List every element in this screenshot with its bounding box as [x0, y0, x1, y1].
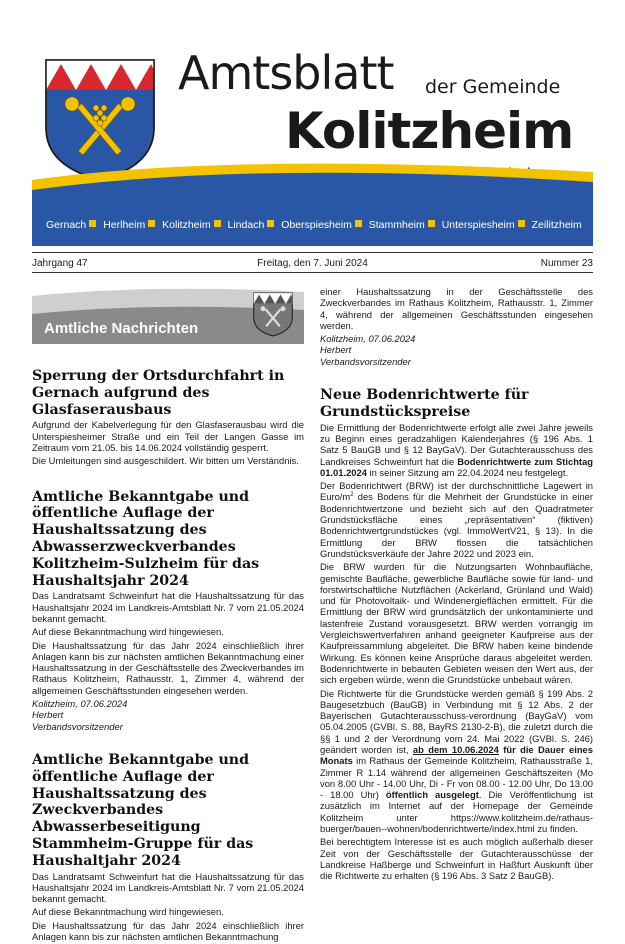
article-gernach-p1: Aufgrund der Kabelverlegung für den Glasfaserausbau wird die Unterspiesheimer Straße und ein Teil der Langen Gasse im Zeitraum vom 21.05. bis 14.06.2024 vollständig gesperrt. [32, 419, 304, 453]
article-brw-p4 [320, 688, 593, 835]
rule-top [32, 252, 593, 253]
article-stammheim-p3-cont: einer Haushaltssatzung in der Geschäftsstelle des Zweckverbandes im Rathaus Kolitzheim, Rathausstr. 1, Zimmer 4, während der allgemeinen Geschäftsstunden eingesehen werden. [320, 286, 593, 331]
text-run: für die Dauer eines Monats [320, 743, 593, 767]
article-azv-p1: Das Landratsamt Schweinfurt hat die Haushaltssatzung für das Haushaltsjahr 2024 im Landkreis-Amtsblatt Nr. 7 vom 21.05.2024 bekannt gemacht. [32, 590, 304, 624]
article-stammheim-p3: Die Haushaltssatzung für das Jahr 2024 einschließlich ihrer Anlagen kann bis zur nächsten amtlichen Bekanntmachung [32, 919, 304, 942]
article-stammheim-p2: Auf diese Bekanntmachung wird hingewiesen. [32, 906, 224, 918]
text-run: Bodenrichtwerte zum Stichtag 01.01.2024 [320, 455, 593, 478]
article-stammheim-p1: Das Landratsamt Schweinfurt hat die Haushaltssatzung für das Haushaltsjahr 2024 im Landkreis-Amtsblatt Nr. 7 vom 21.05.2024 bekannt gemacht. [32, 870, 304, 905]
article-azv-p2: Auf diese Bekanntmachung wird hingewiesen. [32, 626, 224, 638]
issue-number: Nummer 23 [540, 258, 593, 269]
text-run: öffentlich ausgelegt [385, 789, 479, 801]
village-unterspiesheim: Unterspiesheim [441, 219, 515, 231]
article-brw-p3: Die BRW wurden für die Nutzungsarten Wohnbaufläche, gemischte Baufläche, gewerbliche Baufläche sowie für land- und forstwirtschaftliche Nutzflächen (Ackerland, Grünland und Wald) und für Photovoltaik- und Windenergieflächen ermittelt. Für die Ermittlung der BRW wird grundsätzlich der unkontaminierte und lastenfreie Zustand vorausgesetzt. BRW werden vorrangig im Vergleichswertverfahren anhand geeigneter Kaufpreise aus der Kaufpreissammlung abgeleitet. Die BRW haben keine bindende Wirkung. Es können keine Ansprüche daraus abgeleitet werden. Bodenrichtwerte in bebauten Gebieten weisen den Wert aus, der sich ergeben würde, wenn die Grundstücke unbebaut wären. [320, 561, 593, 686]
text-run: . Die Veröffentlichung ist zusätzlich im Internet auf der Homepage der Gemeinde Kolitzheim unter https://www.kolitzheim.de/rathaus-buerger/bauen--wohnen/bodenrichtwerte/index.html zu finden. [320, 789, 593, 835]
text-run: Die Richtwerte für die Grundstücke werden gemäß § 199 Abs. 2 Baugesetzbuch (BauGB) in Verbindung mit § 12 Abs. 2 der Bayerischen Gutachterausschuss-verordnung (BayGaV) vom 05.04.2005 (GVBl. S. 88, BayRS 2130-2-B), die zuletzt durch die §§ 1 und 2 der Verordnung vom 24. Mai 2022 (GVBl. S. 246) geändert worden ist, [320, 687, 593, 755]
text-run: ab dem 10.06.2024 [412, 743, 499, 755]
rule-bottom [32, 272, 593, 273]
village-zeilitzheim: Zeilitzheim [531, 219, 582, 231]
article-stammheim-sig-name: Herbert [320, 344, 352, 356]
text-run: Die Ermittlung der Bodenrichtwerte erfolgt alle zwei Jahre jeweils zu Beginn eines geradzahligen Kalenderjahres (§ 196 Abs. 1 Satz 5 BauGB und § 12 BayGaV). Der Gutachterausschuss des Landkreises Schweinfurt hat die [320, 421, 593, 467]
article-stammheim-heading: Amtliche Bekanntgabe und öffentliche Auflage der Haushaltssatzung des Zweckverbandes Abwasserbeseitigung Stammheim-Gruppe für das Haushaltjahr 2024 [32, 751, 254, 869]
article-brw-heading: Neue Bodenrichtwerte für Grundstückspreise [320, 387, 529, 420]
article-stammheim-sig-role: Verbandsvorsitzender [320, 355, 411, 367]
article-azv-heading: Amtliche Bekanntgabe und öffentliche Auflage der Haushaltssatzung des Abwasserzweckverbandes Kolitzheim-Sulzheim für das Haushaltsjahr 2024 [32, 488, 260, 589]
masthead-subtitle: der Gemeinde [425, 76, 561, 98]
text-run: 2 [350, 492, 354, 499]
issue-volume: Jahrgang 47 [32, 258, 88, 269]
article-gernach-p2: Die Umleitungen sind ausgeschildert. Wir bitten um Verständnis. [32, 455, 299, 467]
village-stammheim: Stammheim [368, 219, 425, 231]
text-run: im Rathaus der Gemeinde Kolitzheim, Rathausstraße 1, Zimmer R 1.14 während der allgemeinen Geschäftszeiten (Mo von 8.00 Uhr - 14.00 Uhr, Di - Fr von 08.00 - 12.00 Uhr, Do 13.00 - 18.00 Uhr) [320, 755, 593, 801]
article-brw-p2 [320, 480, 593, 559]
section-title: Amtliche Nachrichten [44, 320, 199, 337]
issue-line [32, 258, 593, 269]
article-azv-sig-role: Verbandsvorsitzender [32, 720, 123, 732]
column-left [32, 368, 304, 944]
article-stammheim-sig-place: Kolitzheim, 07.06.2024 [320, 333, 416, 345]
article-gernach-heading: Sperrung der Ortsdurchfahrt in Gernach aufgrund des Glasfaserausbaus [32, 368, 285, 418]
article-azv-sig-name: Herbert [32, 709, 64, 721]
village-oberspiesheim: Oberspiesheim [281, 219, 352, 231]
village-lindach: Lindach [227, 219, 265, 231]
village-list [46, 219, 582, 231]
masthead-place-name: Kolitzheim [285, 102, 574, 160]
village-herlheim: Herlheim [103, 219, 146, 231]
small-coat-of-arms [253, 292, 293, 337]
article-azv-p3: Die Haushaltssatzung für das Jahr 2024 einschließlich ihrer Anlagen kann bis zur nächsten amtlichen Bekanntmachung einer Haushaltssatzung in der Geschäftsstelle des Zweckverbandes im Rathaus Kolitzheim, Rathausstr. 1, Zimmer 4, während der allgemeinen Geschäftsstunden eingesehen werden. [32, 639, 304, 696]
column-right [320, 286, 593, 884]
text-run: in seiner Sitzung am 22.04.2024 neu festgelegt. [366, 466, 569, 478]
village-kolitzheim: Kolitzheim [162, 219, 211, 231]
masthead-title: Amtsblatt [178, 46, 394, 100]
article-brw-p1 [320, 422, 593, 478]
article-brw-p5: Bei berechtigtem Interesse ist es auch möglich außerhalb dieser Zeit von der Geschäftsstelle der Gutachterausschüsse der Landkreise Haßberge und Schweinfurt in Haßfurt Auskunft über die Richtwerte zu erhalten (§ 196 Abs. 3 Satz 2 BauGB). [320, 836, 593, 882]
text-run: des Bodens für die Mehrheit der Grundstücke in einer Bodenrichtwertzone und bezieht sich auf den Quadratmeter Grundstücksfläche eines „repräsentativen“ (fiktiven) Bodenrichtwertgrundstückes (vgl. ImmoWertV21, § 13). In die Ermittlung der BRW flossen die tatsächlichen Grundstücksverkäufe der Jahre 2022 und 2023 ein. [320, 491, 593, 559]
text-run: Der Bodenrichtwert (BRW) ist der durchschnittliche Lagewert in Euro/m [320, 480, 593, 503]
village-gernach: Gernach [46, 219, 87, 231]
issue-date: Freitag, den 7. Juni 2024 [257, 258, 368, 269]
article-azv-sig-place: Kolitzheim, 07.06.2024 [32, 698, 128, 710]
